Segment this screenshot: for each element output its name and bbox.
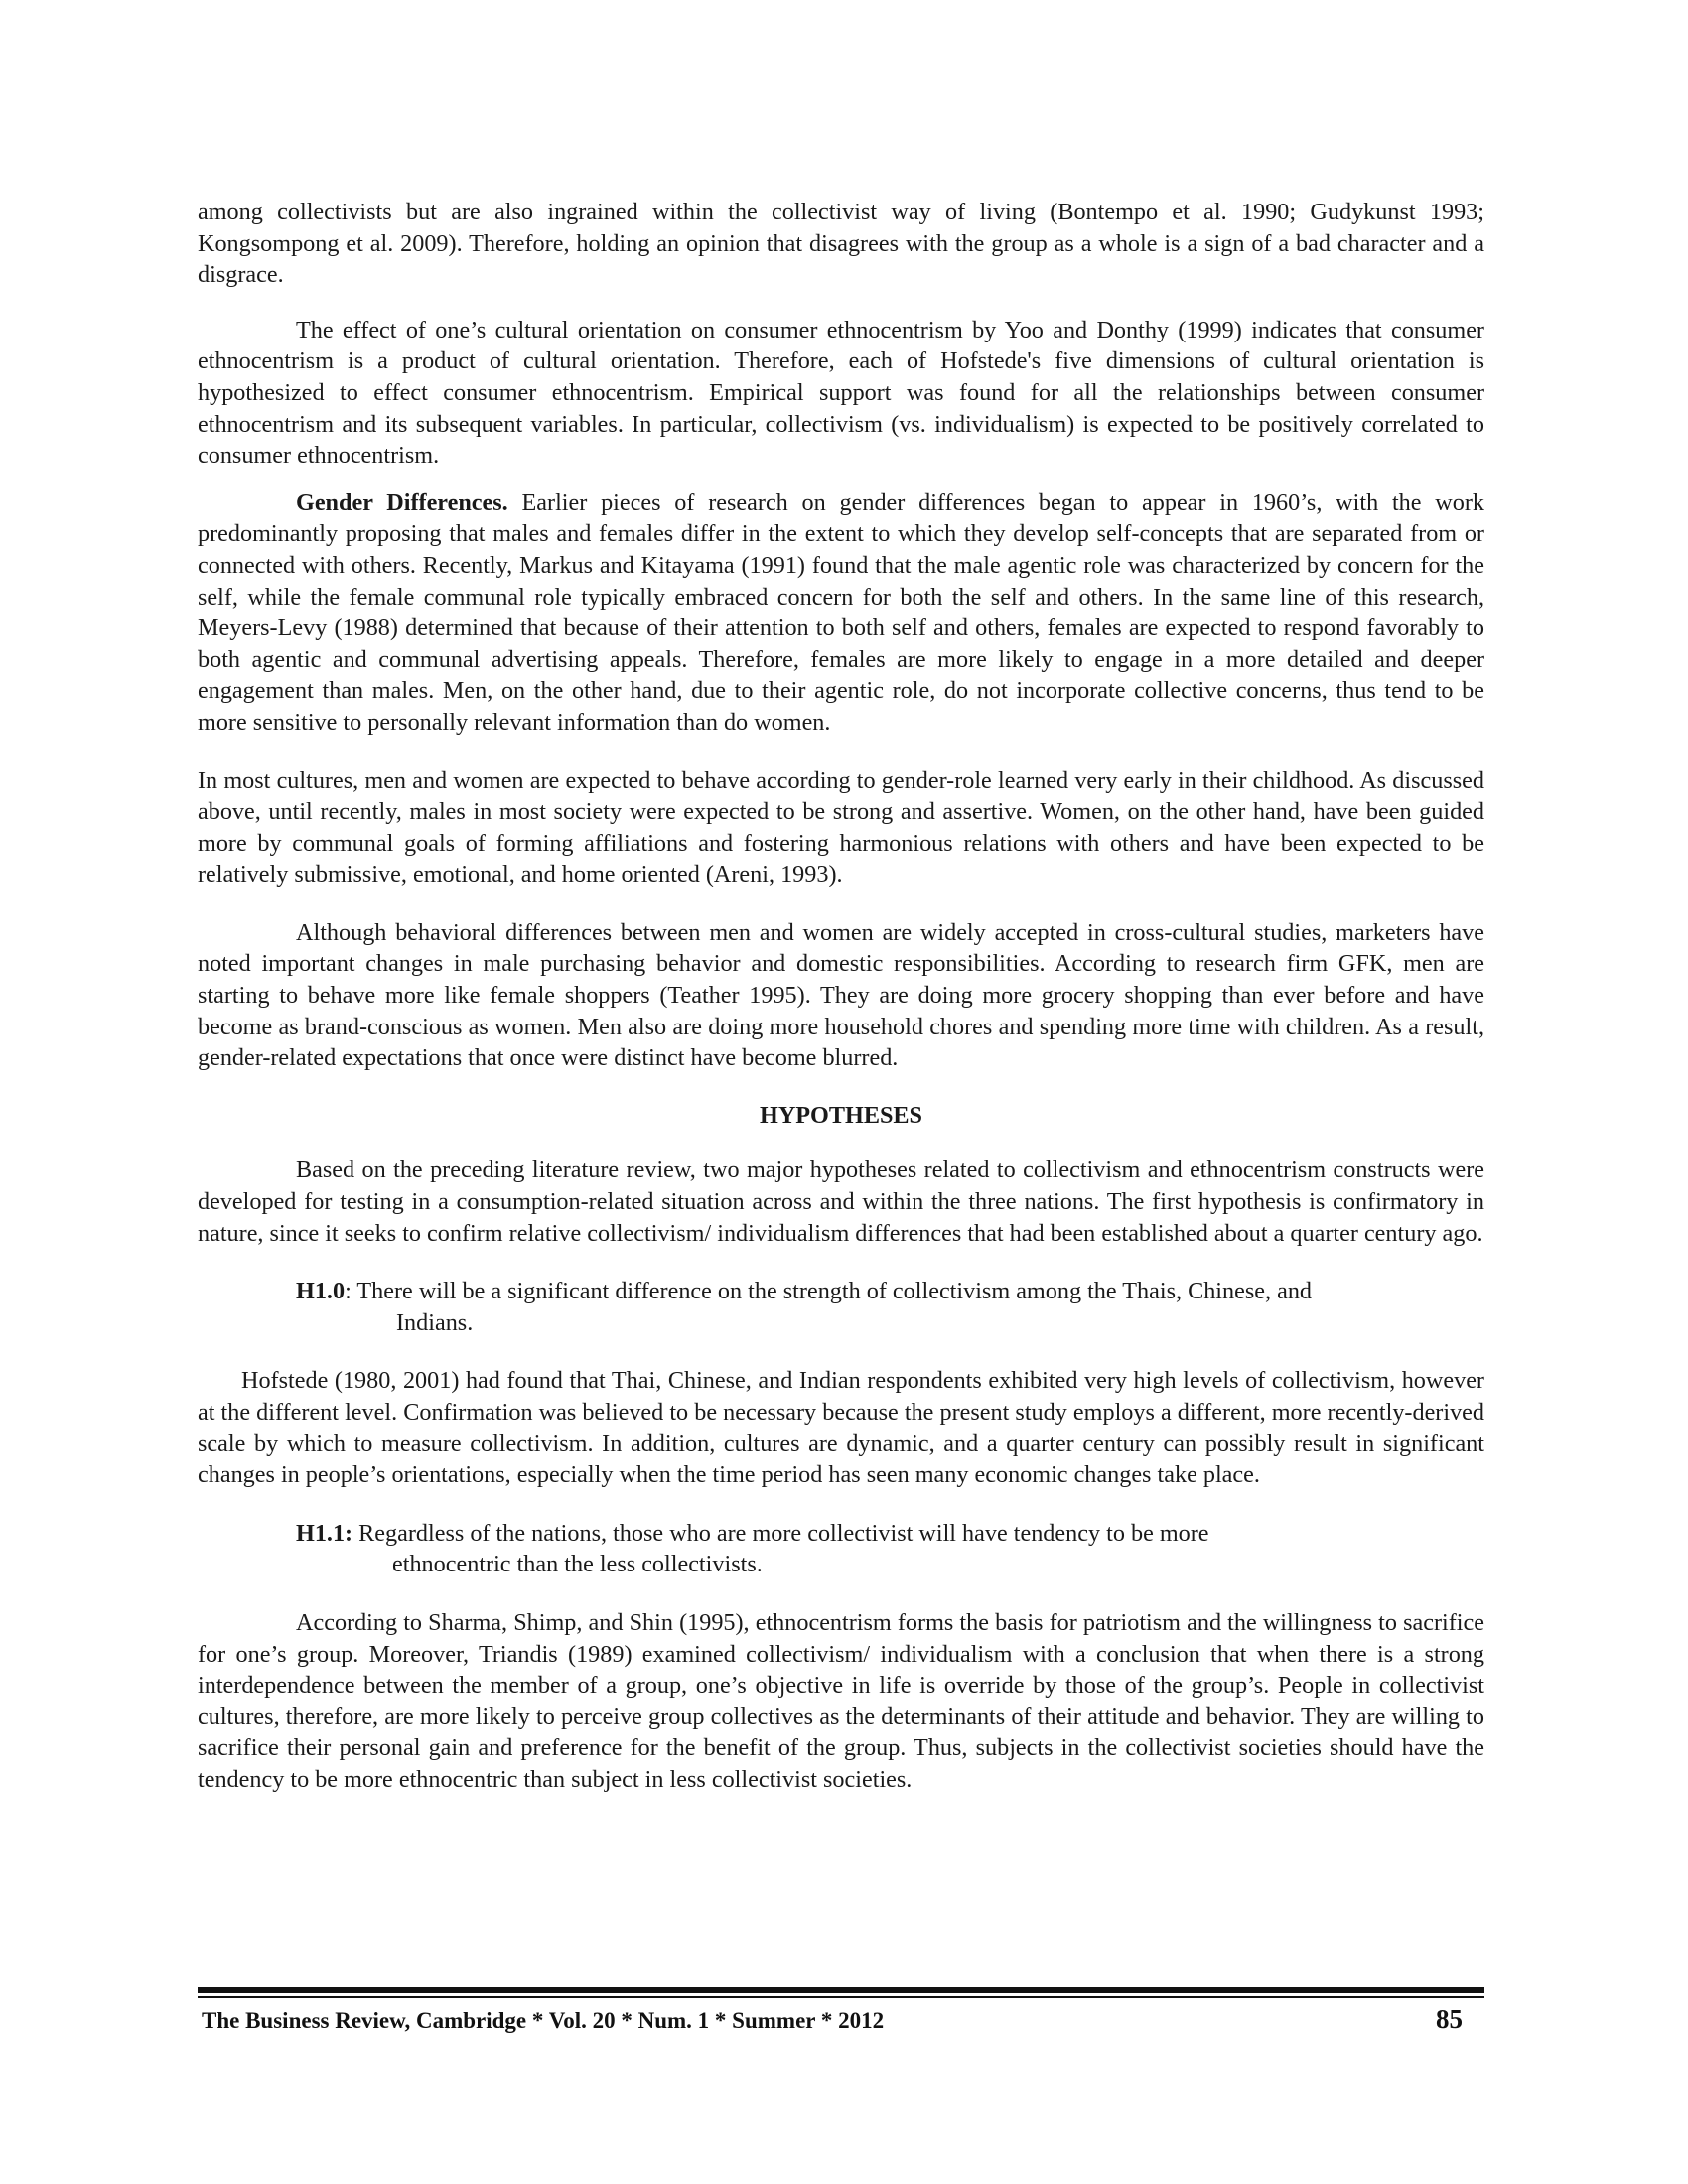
paragraph-2: The effect of one’s cultural orientation on consumer ethnocentrism by Yoo and Donthy (1999) indicates that consumer ethnocentrism is a product of cultural orientation. Therefore, each of Hofstede's five dimensions of cultural orientation is hypothesized to effect consumer ethnocentrism. Empirical support was found for all the relationships between consumer ethnocentrism and its subsequent variables. In particular, collectivism (vs. individualism) is expected to be positively correlated to consumer ethnocentrism. xyxy=(198,316,1484,470)
section-heading-hypotheses: HYPOTHESES xyxy=(760,1101,922,1129)
hypothesis-h1-0 xyxy=(198,1276,1484,1338)
paragraph-3 xyxy=(198,487,1484,739)
footer-journal-citation: The Business Review, Cambridge * Vol. 20 * Num. 1 * Summer * 2012 xyxy=(202,2008,885,2033)
paragraph-8: According to Sharma, Shimp, and Shin (1995), ethnocentrism forms the basis for patriotism and the willingness to sacrifice for one’s group. Moreover, Triandis (1989) examined collectivism/ individualism with a conclusion that when there is a strong interdependence between the member of a group, one’s objective in life is override by those of the group’s. People in collectivist cultures, therefore, are more likely to perceive group collectives as the determinants of their attitude and behavior. They are willing to sacrifice their personal gain and preference for the benefit of the group. Thus, subjects in the collectivist societies should have the tendency to be more ethnocentric than subject in less collectivist societies. xyxy=(198,1608,1484,1793)
paragraph-7: Hofstede (1980, 2001) had found that Thai, Chinese, and Indian respondents exhibited very high levels of collectivism, however at the different level. Confirmation was believed to be necessary because the present study employs a different, more recently-derived scale by which to measure collectivism. In addition, cultures are dynamic, and a quarter century can possibly result in significant changes in people’s orientations, especially when the time period has seen many economic changes take place. xyxy=(198,1367,1484,1489)
hypothesis-h1-0-continuation: Indians. xyxy=(396,1308,474,1336)
paragraph-5: Although behavioral differences between men and women are widely accepted in cross-cultural studies, marketers have noted important changes in male purchasing behavior and domestic responsibilities. According to research firm GFK, men are starting to behave more like female shoppers (Teather 1995). They are doing more grocery shopping than ever before and have become as brand-conscious as women. Men also are doing more household chores and spending more time with children. As a result, gender-related expectations that once were distinct have become blurred. xyxy=(198,918,1484,1072)
paragraph-3-text: Earlier pieces of research on gender differences began to appear in 1960’s, with the work predominantly proposing that males and females differ in the extent to which they develop self-concepts that are separated from or connected with others. Recently, Markus and Kitayama (1991) found that the male agentic role was characterized by concern for the self, while the female communal role typically embraced concern for both the self and others. In the same line of this research, Meyers-Levy (1988) determined that because of their attention to both self and others, females are expected to respond favorably to both agentic and communal advertising appeals. Therefore, females are more likely to engage in a more detailed and deeper engagement than males. Men, on the other hand, due to their agentic role, do not incorporate collective concerns, thus tend to be more sensitive to personally relevant information than do women. xyxy=(198,488,1484,736)
footer-rule-thin xyxy=(198,1996,1484,1998)
hypothesis-h1-1-continuation: ethnocentric than the less collectivists. xyxy=(392,1551,763,1578)
hypothesis-h1-1-text: Regardless of the nations, those who are more collectivist will have tendency to be more xyxy=(352,1519,1209,1547)
hypothesis-h1-0-label: H1.0 xyxy=(296,1278,346,1305)
footer-rule-thick xyxy=(198,1987,1484,1993)
section-lead-gender-differences: Gender Differences. xyxy=(296,488,508,516)
footer-row xyxy=(198,2004,1484,2035)
page-body xyxy=(198,197,1484,1796)
page-number: 85 xyxy=(1436,2004,1463,2034)
paragraph-4: In most cultures, men and women are expected to behave according to gender-role learned very early in their childhood. As discussed above, until recently, males in most society were expected to be strong and assertive. Women, on the other hand, have been guided more by communal goals of forming affiliations and fostering harmonious relations with others and have been expected to be relatively submissive, emotional, and home oriented (Areni, 1993). xyxy=(198,766,1484,888)
hypothesis-h1-0-text: : There will be a significant difference on the strength of collectivism among the Thais, Chinese, and xyxy=(345,1278,1313,1305)
hypothesis-h1-1 xyxy=(198,1518,1484,1580)
hypothesis-h1-1-label: H1.1: xyxy=(296,1519,353,1547)
page-footer xyxy=(198,1987,1484,2035)
paragraph-1: among collectivists but are also ingrained within the collectivist way of living (Bontempo et al. 1990; Gudykunst 1993; Kongsompong et al. 2009). Therefore, holding an opinion that disagrees with the group as a whole is a sign of a bad character and a disgrace. xyxy=(198,199,1484,289)
paragraph-6: Based on the preceding literature review, two major hypotheses related to collectivism and ethnocentrism constructs were developed for testing in a consumption-related situation across and within the three nations. The first hypothesis is confirmatory in nature, since it seeks to confirm relative collectivism/ individualism differences that had been established about a quarter century ago. xyxy=(198,1157,1484,1247)
